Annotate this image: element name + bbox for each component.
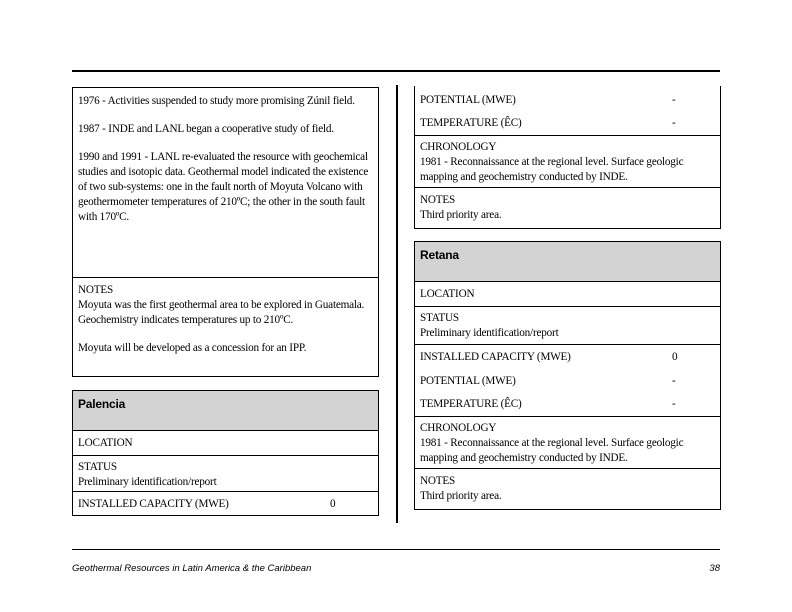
retana-table [414,241,721,510]
notes-text-2: Moyuta will be developed as a concession for an IPP. [78,342,307,354]
moyuta-notes [73,278,378,360]
chronology-text: 1981 - Reconnaissance at the regional level. Surface geologic mapping and geochemistry conducted by INDE. [420,156,684,183]
location-label: LOCATION [420,288,475,300]
chronology-entry-1987: 1987 - INDE and LANL began a cooperative study of field. [78,123,334,135]
status-label: STATUS [420,312,459,324]
palencia-status [73,456,378,492]
notes-label: NOTES [78,284,114,296]
chronology-label: CHRONOLOGY [420,141,497,153]
moyuta-chronology [73,88,378,278]
chronology-label: CHRONOLOGY [420,422,497,434]
potential-label: POTENTIAL (MWE) [420,93,516,106]
notes-text-1: Moyuta was the first geothermal area to be explored in Guatemala. Geochemistry indicates temperatures up to 210ºC. [78,299,365,326]
palencia-table [72,390,379,516]
header-rule [72,70,720,72]
chronology-text: 1981 - Reconnaissance at the regional level. Surface geologic mapping and geochemistry conducted by INDE. [420,437,684,464]
chronology-entry-1976: 1976 - Activities suspended to study more promising Zúnil field. [78,95,355,107]
retana-status [415,307,720,345]
palencia-title: Palencia [73,391,378,431]
retana-location [415,282,720,307]
status-value: Preliminary identification/report [78,476,217,488]
location-label: LOCATION [78,437,133,449]
column-divider [396,85,398,523]
chronology-section [415,136,720,188]
notes-text: Third priority area. [420,490,502,502]
notes-label: NOTES [420,194,456,206]
temperature-label: TEMPERATURE (ÊC) [420,398,522,410]
installed-value: 0 [330,497,336,510]
notes-label: NOTES [420,475,456,487]
temperature-row [415,112,720,136]
potential-value: - [672,374,676,387]
installed-label: INSTALLED CAPACITY (MWE) [78,497,229,510]
moyuta-table [72,87,379,377]
palencia-installed-capacity [73,492,378,516]
footer-title: Geothermal Resources in Latin America & the Caribbean [72,563,312,574]
temperature-label: TEMPERATURE (ÊC) [420,117,522,129]
temperature-value: - [672,398,676,410]
retana-installed-row [415,345,720,369]
notes-text: Third priority area. [420,209,502,221]
retana-title: Retana [415,242,720,282]
notes-section [415,188,720,227]
palencia-location [73,431,378,456]
potential-label: POTENTIAL (MWE) [420,374,516,387]
previous-area-table [414,86,721,229]
footer-rule [72,549,720,550]
potential-value: - [672,93,676,106]
retana-temperature-row [415,393,720,417]
status-value: Preliminary identification/report [420,327,559,339]
status-label: STATUS [78,461,117,473]
installed-value: 0 [672,350,678,363]
retana-potential-row [415,369,720,393]
potential-row [415,88,720,112]
retana-notes [415,469,720,508]
retana-chronology [415,417,720,469]
page-number: 38 [709,563,720,574]
chronology-entry-1990: 1990 and 1991 - LANL re-evaluated the resource with geochemical studies and isotopic data. Geothermal model indicated the existence of two sub-systems: one in the fault north of Moyuta Volcano with geothermometer temperatures of 210ºC; the other in the south fault with 170ºC. [78,151,369,223]
temperature-value: - [672,117,676,129]
installed-label: INSTALLED CAPACITY (MWE) [420,350,571,363]
